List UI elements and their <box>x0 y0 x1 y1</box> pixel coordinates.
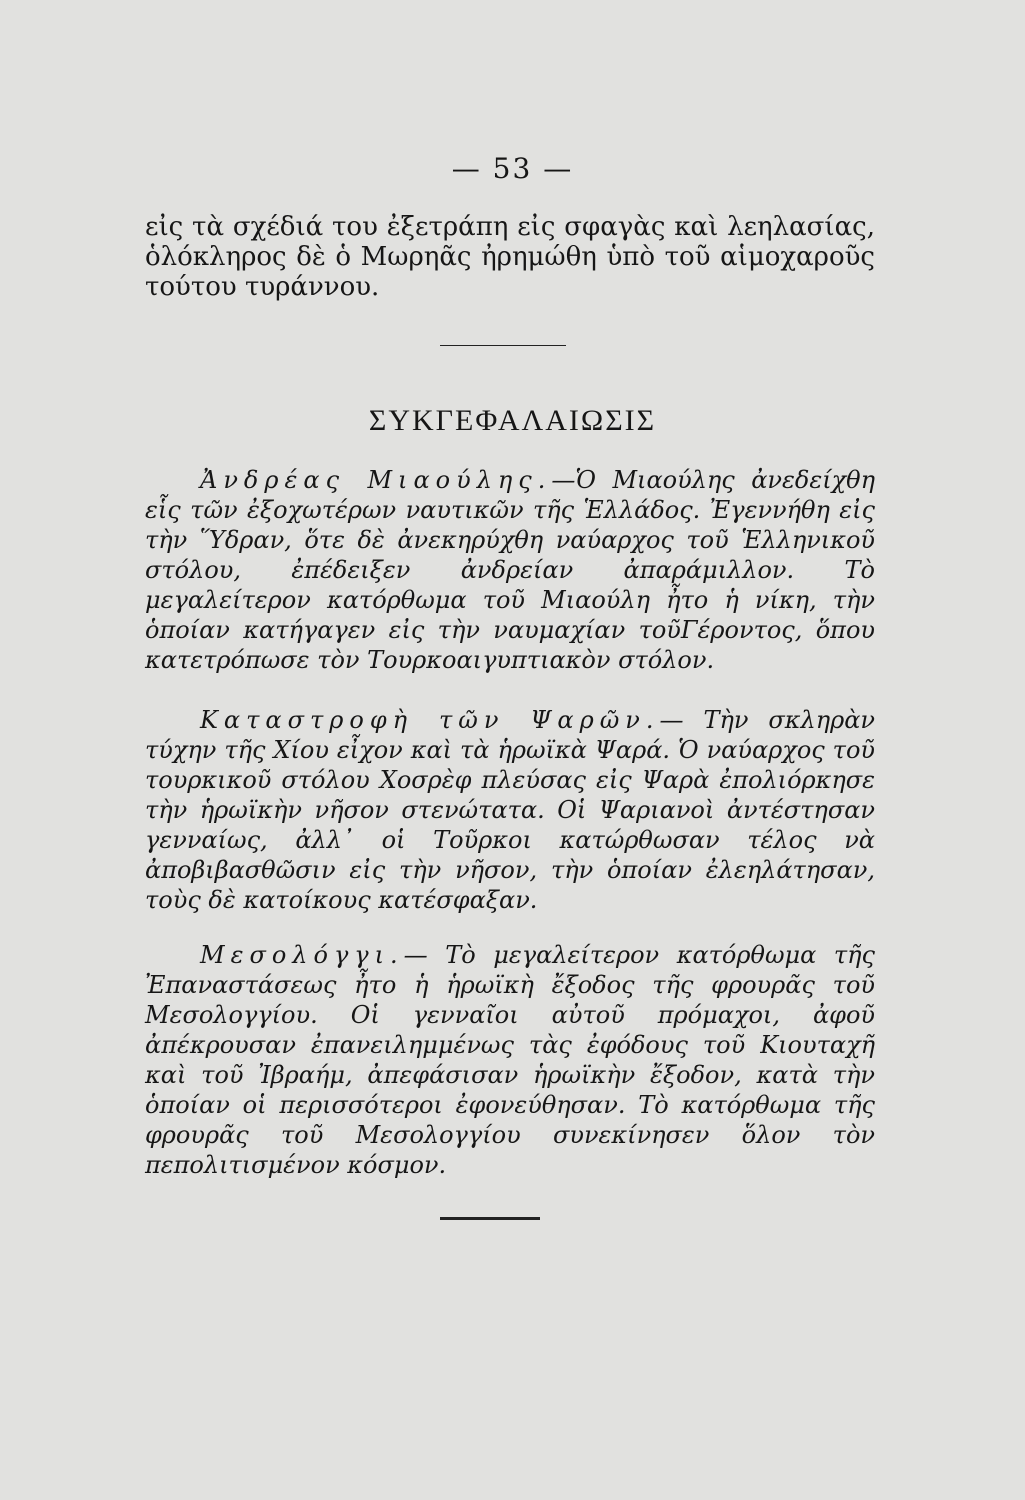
paragraph-body: — Τὸ μεγαλείτερον κατόρθωμα τῆς Ἐπαναστάσεως ἦτο ἡ ἡρωϊκὴ ἔξοδος τῆς φρουρᾶς τοῦ Μεσολογγίου. Οἱ γενναῖοι αὐτοῦ πρόμαχοι, ἀφοῦ ἀπέκρουσαν ἐπανειλημμένως τὰς ἐφόδους τοῦ Κιουταχῆ καὶ τοῦ Ἰβραήμ, ἀπεφάσισαν ἡρωϊκὴν ἔξοδον, κατὰ τὴν ὁποίαν οἱ περισσότεροι ἐφονεύθησαν. Τὸ κατόρθωμα τῆς φρουρᾶς τοῦ Μεσολογγίου συνεκίνησεν ὅλον τὸν πεπολιτισμένον κόσμον. <box>145 941 875 1179</box>
paragraph-psara <box>145 705 875 915</box>
paragraph-body: — Τὴν σκληρὰν τύχην τῆς Χίου εἶχον καὶ τὰ ἡρωϊκὰ Ψαρά. Ὁ ναύαρχος τοῦ τουρκικοῦ στόλου Χοσρὲφ πλεύσας εἰς Ψαρὰ ἐπολιόρκησε τὴν ἡρωϊκὴν νῆσον στενώτατα. Οἱ Ψαριανοὶ ἀντέστησαν γενναίως, ἀλλ᾽ οἱ Τοῦρκοι κατώρθωσαν τέλος νὰ ἀποβιβασθῶσιν εἰς τὴν νῆσον, τὴν ὁποίαν ἐλεηλάτησαν, τοὺς δὲ κατοίκους κατέσφαξαν. <box>145 706 875 914</box>
paragraph-title: Ἀνδρέας Μιαούλης. <box>200 466 552 494</box>
bottom-divider <box>440 1217 540 1220</box>
page-number: — 53 — <box>451 152 574 185</box>
paragraph-body: —Ὁ Μιαούλης ἀνεδείχθη εἷς τῶν ἐξοχωτέρων ναυτικῶν τῆς Ἑλλάδος. Ἐγεννήθη εἰς τὴν Ὕδραν, ὅτε δὲ ἀνεκηρύχθη ναύαρχος τοῦ Ἑλληνικοῦ στόλου, ἐπέδειξεν ἀνδρείαν ἀπαράμιλλον. Τὸ μεγαλείτερον κατόρθωμα τοῦ Μιαούλη ἦτο ἡ νίκη, τὴν ὁποίαν κατήγαγεν εἰς τὴν ναυμαχίαν τοῦΓέροντος, ὅπου κατετρόπωσε τὸν Τουρκοαιγυπτιακὸν στόλον. <box>145 466 875 674</box>
paragraph-title: Καταστροφὴ τῶν Ψαρῶν. <box>200 706 660 734</box>
paragraph-miaoulis <box>145 465 875 675</box>
paragraph-mesolongi <box>145 940 875 1180</box>
top-divider <box>440 345 566 346</box>
section-heading: ΣΥΚΓΕΦΑΛΑΙΩΣΙΣ <box>368 404 657 437</box>
paragraph-title: Μεσολόγγι. <box>200 941 404 969</box>
intro-paragraph: εἰς τὰ σχέδιά του ἐξετράπη εἰς σφαγὰς καὶ λεηλασίας, ὁλόκληρος δὲ ὁ Μωρηᾶς ἠρημώθη ὑπὸ τοῦ αἱμοχαροῦς τούτου τυράννου. <box>145 212 875 302</box>
